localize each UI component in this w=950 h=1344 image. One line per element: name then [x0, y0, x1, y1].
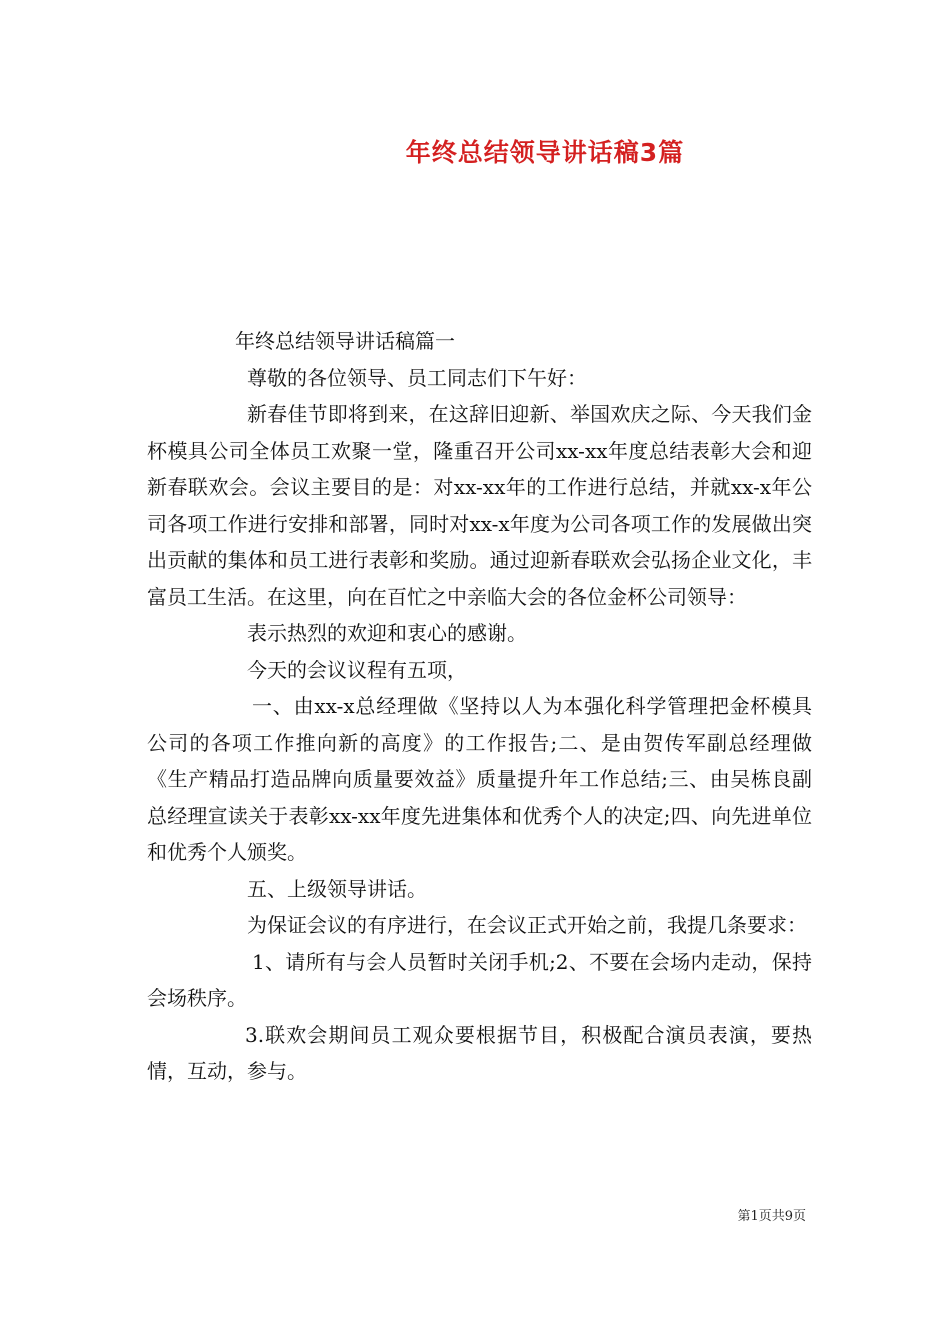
requirement-three-paragraph: 3.联欢会期间员工观众要根据节目，积极配合演员表演，要热情，互动，参与。	[147, 1022, 812, 1083]
page-number-footer: 第1页共9页	[737, 1209, 806, 1224]
agenda-item-five-paragraph: 五、上级领导讲话。	[247, 876, 427, 901]
greeting-paragraph: 尊敬的各位领导、员工同志们下午好：	[247, 365, 587, 390]
requirements-intro-paragraph: 为保证会议的有序进行，在会议正式开始之前，我提几条要求：	[247, 913, 807, 937]
document-title: 年终总结领导讲话稿3篇	[405, 138, 685, 167]
section-heading: 年终总结领导讲话稿篇一	[235, 329, 455, 353]
requirement-one-two-paragraph: 1、请所有与会人员暂时关闭手机;2、不要在会场内走动，保持会场秩序。	[147, 949, 812, 1010]
intro-paragraph: 新春佳节即将到来，在这辞旧迎新、举国欢庆之际、今天我们金杯模具公司全体员工欢聚一堂，隆重召开公司xx-xx年度总结表彰大会和迎新春联欢会。会议主要目的是：对xx-xx年的工作进行总结，并就xx-x年公司各项工作进行安排和部署，同时对xx-x年度为公司各项工作的发展做出突出贡献的集体和员工进行表彰和奖励。通过迎新春联欢会弘扬企业文化，丰富员工生活。在这里，向在百忙之中亲临大会的各位金杯公司领导：	[147, 402, 812, 609]
welcome-paragraph: 表示热烈的欢迎和衷心的感谢。	[247, 621, 527, 645]
agenda-items-paragraph: 一、由xx-x总经理做《坚持以人为本强化科学管理把金杯模具公司的各项工作推向新的高度》的工作报告;二、是由贺传军副总经理做《生产精品打造品牌向质量要效益》质量提升年工作总结;三、由吴栋良副总经理宣读关于表彰xx-xx年度先进集体和优秀个人的决定;四、向先进单位和优秀个人颁奖。	[147, 694, 812, 864]
document-body	[147, 323, 812, 1090]
agenda-intro-paragraph: 今天的会议议程有五项，	[247, 657, 467, 682]
